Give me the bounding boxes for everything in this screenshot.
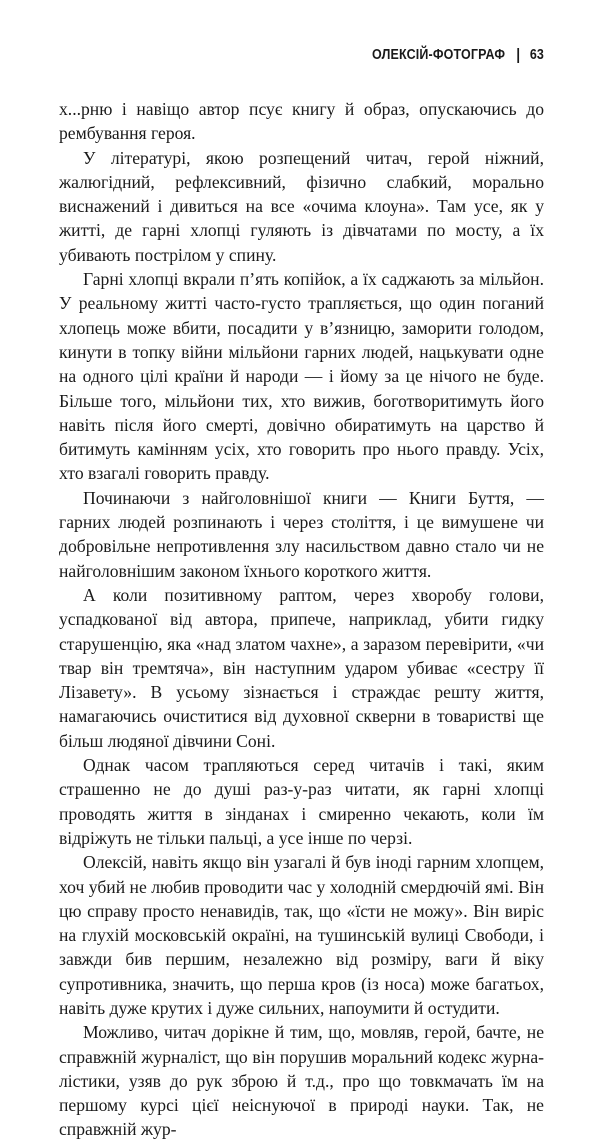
paragraph: Можливо, читач дорікне й тим, що, мовляв, герой, бачте, не справжній журналіст, що він порушив моральний кодекс журналістики, узяв до рук зброю й т.д., про що товкмачать їм на першому курсі цієї неіснуючої в природі науки. Так, не справжній жур-: [59, 1022, 544, 1140]
page-number: 63: [529, 47, 544, 63]
running-header: [372, 44, 544, 66]
header-separator: [517, 48, 518, 63]
paragraph-continued: х...рню і навіщо автор псує книгу й образ, опускаючись до рембування героя.: [59, 99, 544, 144]
chapter-title: ОЛЕКСІЙ-ФОТОГРАФ: [371, 47, 506, 63]
body-text: [59, 97, 544, 1142]
paragraph: Однак часом трапляються серед читачів і такі, яким страшенно не до душі раз-у-раз читати, як гарні хлопці проводять життя в зінданах і смиренно чекають, коли їм відріжуть не тільки пальці, а усе інше по черзі.: [59, 755, 544, 848]
paragraph: У літературі, якою розпещений читач, герой ніжний, жалюгідний, рефлексивний, фізично слабкий, морально виснажений і дивиться на все «очима клоуна». Там усе, як у житті, де гарні хлопці гуляють із дівчатами по мосту, а їх убивають пострілом у спину.: [59, 147, 544, 265]
paragraph: Олексій, навіть якщо він узагалі й був іноді гарним хлопцем, хоч убий не любив проводити час у холодній смердючій ямі. Він цю справу просто ненавидів, так, що «їсти не можу». Він виріс на глухій московській окраїні, на тушинській вулиці Свободи, і завжди бив першим, незалежно від розміру, ваги й віку супротивника, значить, що перша кров (із носа) може багатьох, навіть дуже крутих і дуже сильних, напоумити й остудити.: [59, 852, 544, 1018]
paragraph: А коли позитивному раптом, через хворобу голови, успадкованої від автора, припече, наприклад, убити гидку старушенцію, яка «над златом чахне», а заразом перевірити, «чи твар він тремтяча», він наступним ударом убиває «сестру її Лізавету». В усьому зізнається і страждає решту життя, намагаючись очиститися від духовної скверни в товаристві ще більш людяної дівчини Соні.: [59, 584, 544, 751]
paragraph: Гарні хлопці вкрали п’ять копійок, а їх саджають за мільйон. У реальному житті часто-густо трапляється, що один поганий хлопець може вбити, посадити у в’язницю, заморити голодом, кинути в топку війни мільйони гарних людей, нацькувати одне на одного цілі країни й народи — і йому за це нічого не буде. Більше того, мільйони тих, хто вижив, боготворитимуть його навіть після його смерті, довічно обиратимуть на царство й битимуть камінням усіх, хто говорить про нього правду. Усіх, хто взагалі говорить правду.: [59, 269, 544, 484]
paragraph: Починаючи з найголовнішої книги — Книги Буття, — гарних людей розпинають і через століття, і це вимушене чи добровільне непротивлення злу насильством давно стало чи не найголовнішим законом їхнього короткого життя.: [59, 487, 544, 581]
